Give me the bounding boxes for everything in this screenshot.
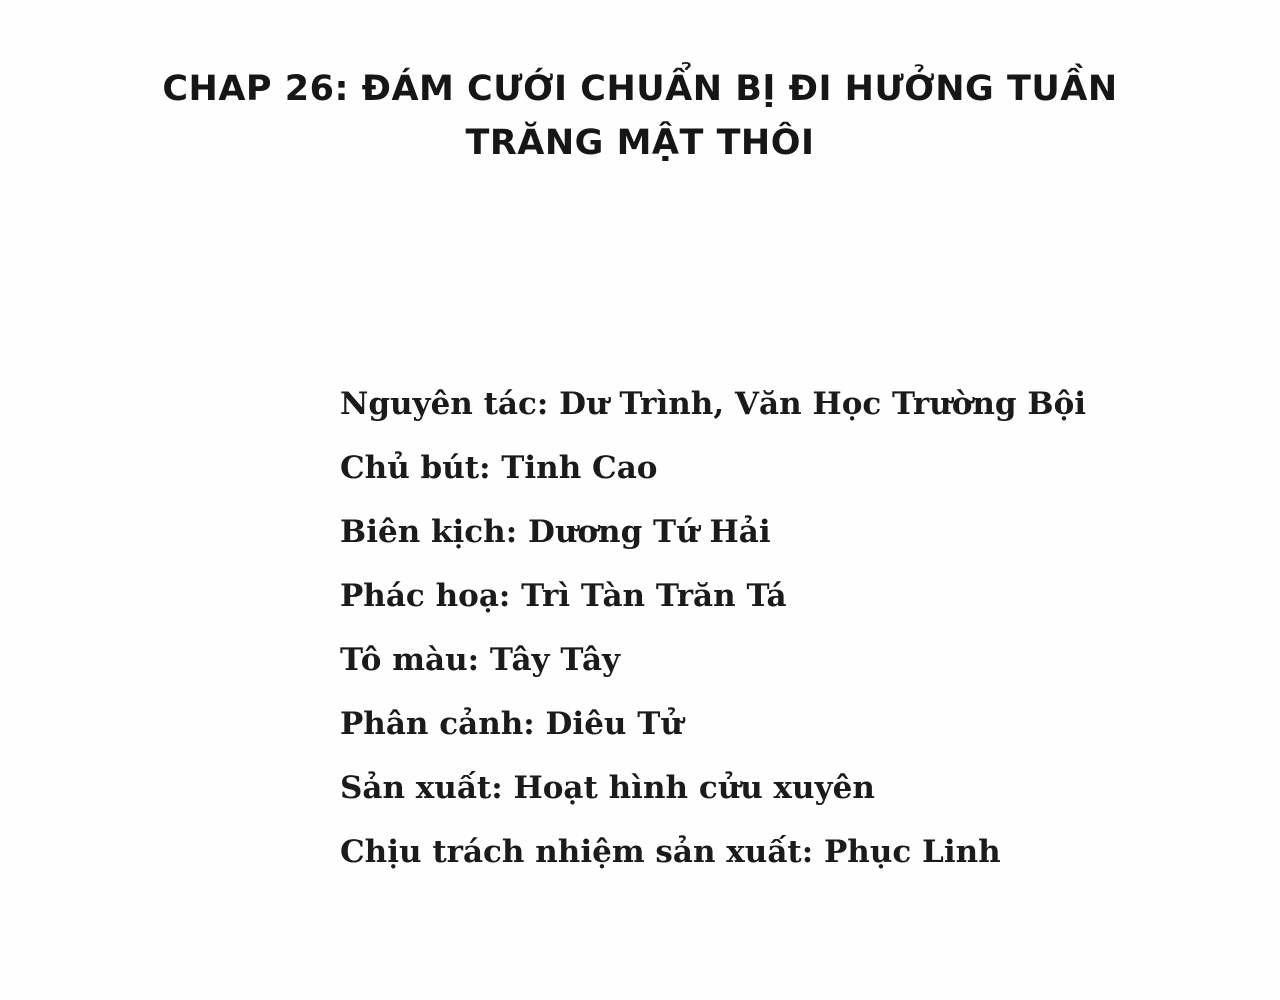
credit-storyboard: Phân cảnh: Diêu Tử: [340, 706, 683, 742]
credit-editor-in-chief: Chủ bút: Tinh Cao: [340, 450, 658, 486]
credit-colorist: Tô màu: Tây Tây: [340, 642, 621, 678]
credit-production: Sản xuất: Hoạt hình cửu xuyên: [340, 770, 875, 806]
credit-original-work: Nguyên tác: Dư Trình, Văn Học Trường Bội: [340, 386, 1087, 422]
chapter-title-line-2: TRĂNG MẬT THÔI: [465, 123, 815, 164]
chapter-title-line-1: CHAP 26: ĐÁM CƯỚI CHUẨN BỊ ĐI HƯỞNG TUẦN: [162, 69, 1118, 109]
chapter-title: [0, 62, 1280, 171]
credit-sketch: Phác hoạ: Trì Tàn Trăn Tá: [340, 578, 787, 614]
credits-list: [340, 372, 1160, 884]
credit-screenwriter: Biên kịch: Dương Tứ Hải: [340, 514, 771, 550]
credit-producer-in-charge: Chịu trách nhiệm sản xuất: Phục Linh: [340, 834, 1001, 870]
